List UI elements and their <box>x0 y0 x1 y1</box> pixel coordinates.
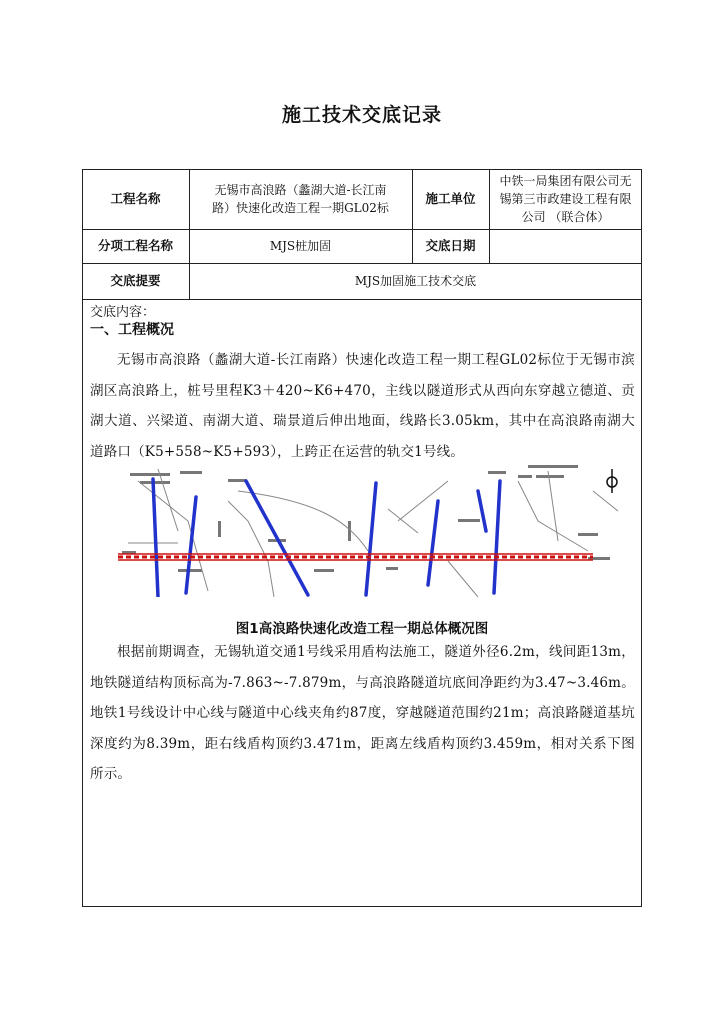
contractor-value: 中铁一局集团有限公司无锡第三市政建设工程有限公司 （联合体） <box>499 174 632 224</box>
table-divider <box>82 299 642 300</box>
date-label: 交底日期 <box>425 238 476 253</box>
summary-value: MJS加固施工技术交底 <box>354 274 477 288</box>
contractor-label: 施工单位 <box>425 191 476 206</box>
content-label: 交底内容： <box>90 305 156 320</box>
project-overview-map <box>118 461 628 597</box>
figure-caption: 图1高浪路快速化改造工程一期总体概况图 <box>235 621 489 637</box>
section-heading: 一、工程概况 <box>90 322 174 338</box>
summary-label: 交底提要 <box>110 273 161 288</box>
project-name-value: 无锡市高浪路（蠡湖大道-长江南路）快速化改造工程一期GL02标 <box>212 183 389 215</box>
investigation-paragraph: 根据前期调查，无锡轨道交通1号线采用盾构法施工，隧道外径6.2m，线间距13m，地铁隧道结构顶标高为-7.863~-7.879m，与高浪路隧道坑底间净距约为3.47~3.46m。地铁1号线设计中心线与隧道中心线夹角约87度，穿越隧道范围约21m；高浪路隧道基坑深度约为8.39m，距右线盾构顶约3.471m，距离左线盾构顶约3.459m，相对关系下图所示。 <box>90 644 635 782</box>
overview-paragraph: 无锡市高浪路（蠡湖大道-长江南路）快速化改造工程一期工程GL02标位于无锡市滨湖区高浪路上，桩号里程K3＋420~K6+470，主线以隧道形式从西向东穿越立德道、贡湖大道、兴梁道、南湖大道、瑞景道后伸出地面，线路长3.05km，其中在高浪路南湖大道路口（K5+558~K5+593），上跨正在运营的轨交1号线。 <box>90 352 635 460</box>
project-name-label: 工程名称 <box>110 191 161 206</box>
sub-project-label: 分项工程名称 <box>97 238 173 253</box>
sub-project-value: MJS桩加固 <box>269 239 332 253</box>
date-value <box>489 229 642 263</box>
document-title: 施工技术交底记录 <box>281 104 442 126</box>
north-arrow-icon <box>607 469 617 493</box>
